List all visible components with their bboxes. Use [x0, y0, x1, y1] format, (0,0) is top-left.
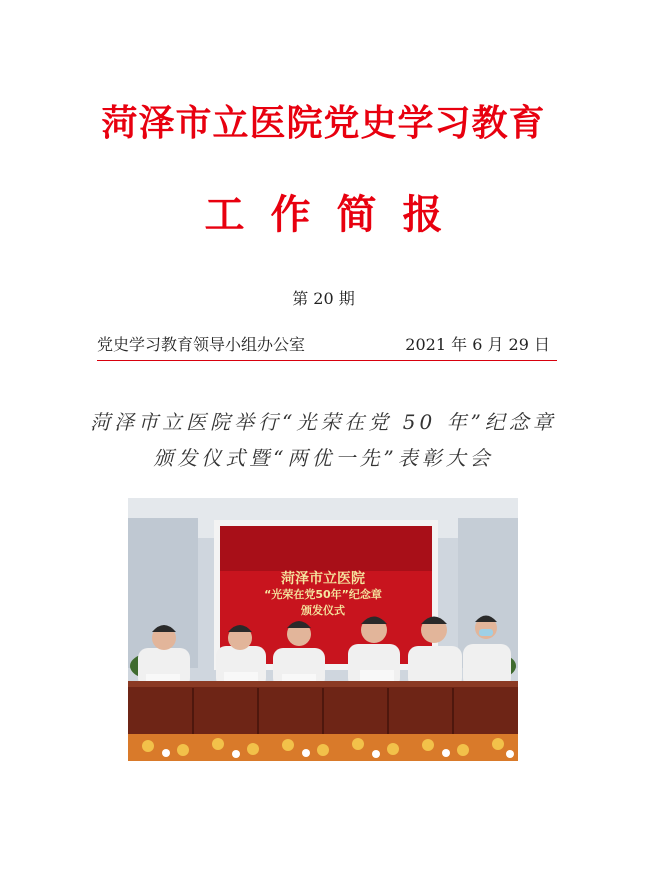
article-title-line-2: 颁发仪式暨“两优一先”表彰大会 — [153, 446, 494, 470]
screen-text-line-1: 菏泽市立医院 — [281, 571, 365, 587]
publish-date: 2021 年 6 月 29 日 — [405, 335, 550, 354]
bulletin-subtitle: 工作简报 — [204, 191, 469, 238]
screen-text-line-2: “光荣在党50年”纪念章 — [264, 588, 382, 601]
header-divider — [97, 360, 557, 361]
ceremony-photo — [128, 498, 518, 761]
meta-row — [97, 332, 550, 356]
screen-text-line-3: 颁发仪式 — [301, 604, 345, 617]
article-title-line-1: 菏泽市立医院举行“光荣在党 50 年”纪念章 — [90, 410, 557, 434]
issuer: 党史学习教育领导小组办公室 — [97, 335, 306, 354]
ceremony-photo-drawing — [128, 498, 518, 761]
bulletin-title: 菏泽市立医院党史学习教育 — [101, 102, 546, 144]
issue-number: 第 20 期 — [292, 289, 355, 308]
